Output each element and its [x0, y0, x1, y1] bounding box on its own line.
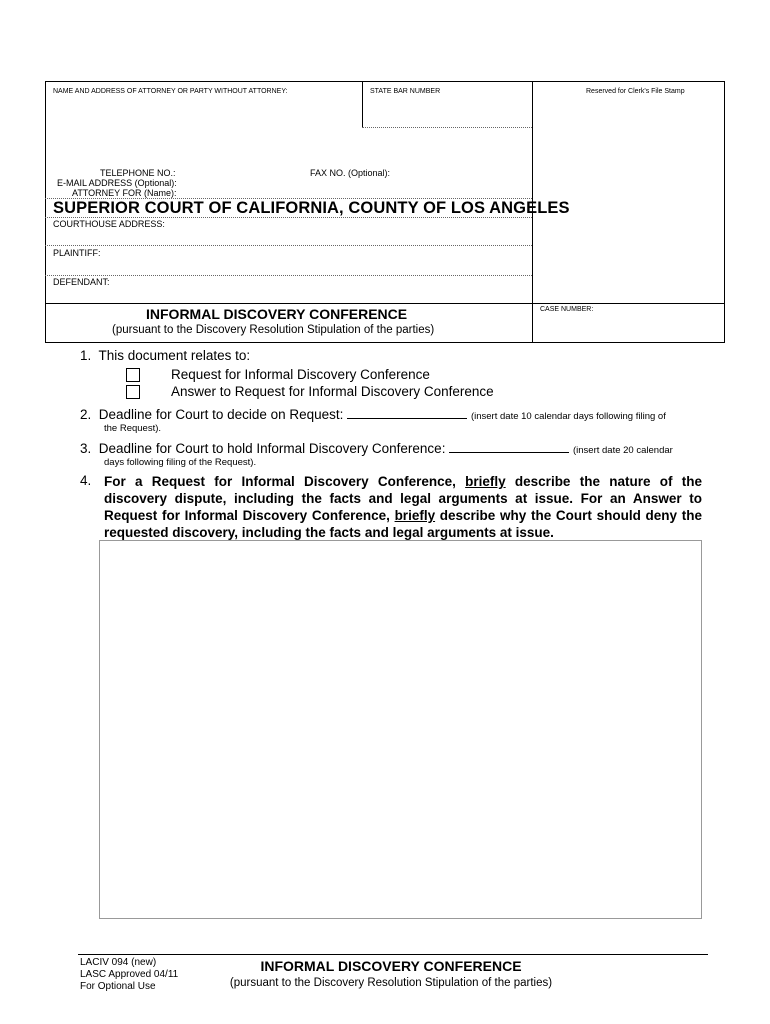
- attorney-label: NAME AND ADDRESS OF ATTORNEY OR PARTY WITHOUT ATTORNEY:: [53, 88, 288, 95]
- clerk-stamp-label: Reserved for Clerk's File Stamp: [586, 88, 685, 95]
- email-label: E-MAIL ADDRESS (Optional):: [57, 178, 177, 188]
- footer-approved: LASC Approved 04/11: [80, 969, 179, 980]
- item-4-number: 4.: [80, 473, 92, 488]
- request-option-label: Request for Informal Discovery Conference: [171, 367, 430, 382]
- footer-subtitle: (pursuant to the Discovery Resolution Stipulation of the parties): [229, 977, 553, 989]
- answer-checkbox[interactable]: [126, 385, 140, 399]
- conference-title: INFORMAL DISCOVERY CONFERENCE: [146, 306, 408, 322]
- footer-optional: For Optional Use: [80, 981, 156, 992]
- footer-form-info: [80, 957, 178, 993]
- telephone-label: TELEPHONE NO.:: [100, 168, 176, 178]
- court-title: SUPERIOR COURT OF CALIFORNIA, COUNTY OF LOS ANGELES: [53, 199, 570, 217]
- footer-title: INFORMAL DISCOVERY CONFERENCE: [260, 958, 522, 974]
- item-3: [80, 440, 673, 456]
- item-4-text: [104, 473, 702, 541]
- state-bar-bottom: [362, 127, 532, 128]
- defendant-label: DEFENDANT:: [53, 277, 110, 287]
- defendant-bottom: [45, 303, 725, 304]
- fax-label: FAX NO. (Optional):: [310, 168, 391, 178]
- decide-deadline-field[interactable]: [347, 406, 467, 419]
- attorney-for-label: ATTORNEY FOR (Name):: [72, 188, 177, 198]
- footer-form-id: LACIV 094 (new): [80, 957, 157, 968]
- item-4-part3: describe why the Court should deny the requested discovery, including the facts and legal arguments at issue.: [104, 508, 702, 540]
- item-2-note-continued: the Request).: [104, 423, 162, 434]
- frame-bottom-line: [45, 342, 725, 343]
- plaintiff-bottom: [45, 275, 532, 276]
- request-checkbox[interactable]: [126, 368, 140, 382]
- item-3-note-continued: days following filing of the Request).: [104, 457, 257, 468]
- state-bar-divider: [362, 81, 363, 127]
- item-2: [80, 406, 666, 422]
- item-1-text: This document relates to:: [98, 348, 251, 363]
- conference-subtitle: (pursuant to the Discovery Resolution Stipulation of the parties): [112, 324, 435, 336]
- frame-top-line: [45, 81, 725, 82]
- courthouse-label: COURTHOUSE ADDRESS:: [53, 219, 165, 229]
- state-bar-label: STATE BAR NUMBER: [370, 88, 441, 95]
- item-4-briefly-1: briefly: [465, 474, 506, 489]
- item-2-text: Deadline for Court to decide on Request:: [98, 407, 344, 422]
- item-4-part2: describe the nature of the discovery dispute, including the facts and legal arguments at issue. For an Answer to Request for Informal Discovery Conference,: [104, 474, 702, 523]
- item-4-part1: For a Request for Informal Discovery Conference,: [104, 474, 466, 489]
- item-1-number: 1.: [80, 348, 92, 363]
- description-textarea[interactable]: [99, 540, 702, 919]
- item-2-note: (insert date 10 calendar days following filing of: [470, 411, 666, 422]
- footer-rule: [78, 954, 708, 955]
- item-2-number: 2.: [80, 407, 92, 422]
- item-4-briefly-2: briefly: [394, 508, 436, 523]
- plaintiff-label: PLAINTIFF:: [53, 248, 101, 258]
- item-3-text: Deadline for Court to hold Informal Discovery Conference:: [98, 441, 446, 456]
- answer-option-label: Answer to Request for Informal Discovery Conference: [171, 384, 494, 399]
- hold-deadline-field[interactable]: [449, 440, 569, 453]
- courthouse-bottom: [45, 245, 532, 246]
- item-1: [80, 348, 250, 363]
- case-number-label: CASE NUMBER:: [540, 306, 594, 313]
- item-3-number: 3.: [80, 441, 92, 456]
- item-3-note: (insert date 20 calendar: [572, 445, 673, 456]
